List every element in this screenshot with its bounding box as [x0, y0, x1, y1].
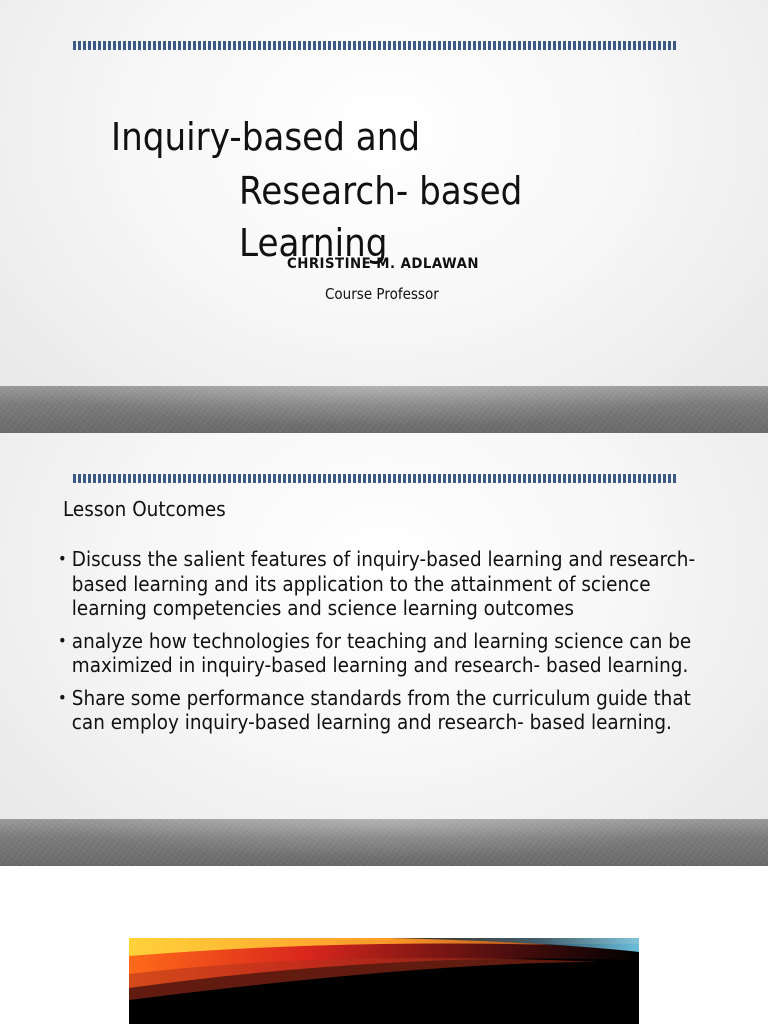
concrete-floor-band: [0, 819, 768, 866]
slide-title-line-1: Inquiry-based and: [111, 115, 421, 159]
slide-title-line-3: Learning: [239, 221, 388, 265]
swoosh-icon: [129, 938, 639, 1024]
bullet-icon: •: [58, 549, 67, 568]
swoosh-graphic: [129, 938, 639, 1024]
list-item: [58, 629, 707, 678]
section-heading: Lesson Outcomes: [63, 497, 226, 521]
outcomes-list: [58, 547, 698, 743]
bullet-icon: •: [58, 687, 67, 707]
slide-lesson-outcomes: [0, 433, 768, 866]
list-item: [58, 547, 707, 621]
bullet-icon: •: [58, 630, 67, 650]
list-item-text: Share some performance standards from the curriculum guide that can employ inquiry-based learning and research- based learning.: [71, 685, 691, 734]
presenter-name: CHRISTINE M. ADLAWAN: [287, 256, 479, 272]
list-item-text: Discuss the salient features of inquiry-based learning and research-based learning and its application to the attainment of science learning competencies and science learning outcomes: [71, 547, 696, 620]
slide-title: [0, 0, 768, 433]
slide-partial: [0, 866, 768, 1024]
decorative-dash-bar: [73, 41, 677, 50]
list-item-text: analyze how technologies for teaching and learning science can be maximized in inquiry-based learning and research- based learning.: [71, 628, 692, 677]
concrete-floor-band: [0, 386, 768, 433]
presenter-role: Course Professor: [325, 285, 439, 303]
slide-title-line-2: Research- based: [239, 169, 523, 213]
decorative-dash-bar: [73, 474, 677, 483]
list-item: [58, 686, 707, 735]
